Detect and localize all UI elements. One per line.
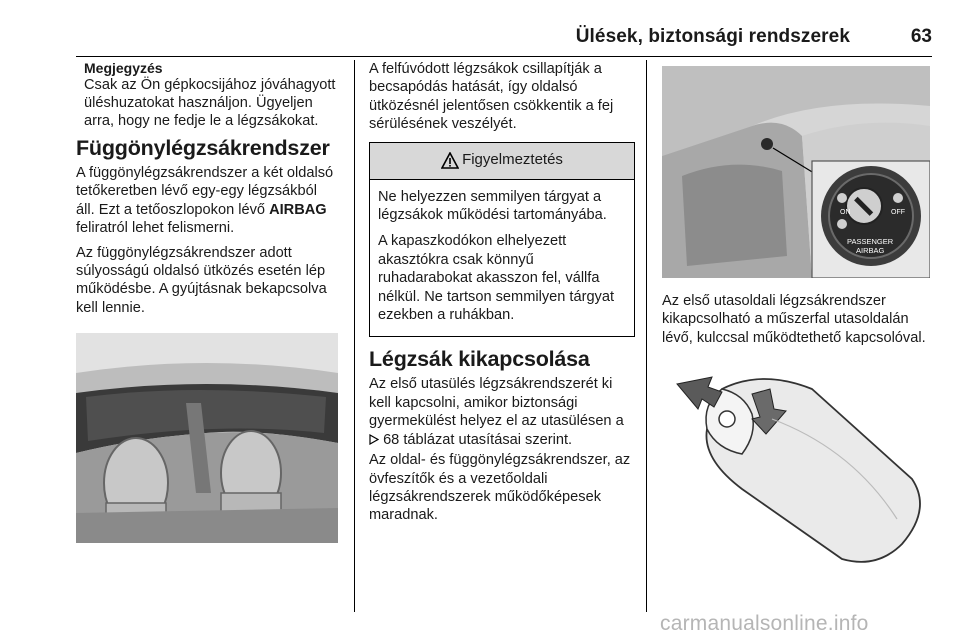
car-interior-image — [76, 333, 338, 543]
remaining-systems-paragraph: Az oldal- és függönylégzsákrendszer, az övfeszítők és a vezetőoldali légzsákrendszerek működőképesek maradnak. — [369, 452, 631, 524]
column-middle — [369, 60, 635, 531]
curtain-airbag-paragraph — [76, 164, 338, 238]
text-run: feliratról lehet felismerni. — [76, 220, 235, 237]
column-divider — [646, 60, 647, 612]
curtain-airbag-activation-paragraph: Az függönylégzsákrendszer adott súlyosságú oldalsó ütközés esetén lép működésbe. A gyújtásnak bekapcsolva kell lennie. — [76, 244, 327, 316]
deactivation-paragraph — [369, 375, 635, 449]
cross-reference-arrow-icon — [369, 434, 379, 445]
switch-off-label: OFF — [891, 209, 905, 216]
page-number: 63 — [910, 26, 932, 47]
column-right — [662, 60, 930, 589]
warning-body — [370, 180, 634, 337]
section-title-airbag-deactivation: Légzsák kikapcsolása — [369, 347, 590, 372]
text-run: A függönylégzsákrendszer a két oldalsó tetőkeretben lévő egy-egy légzsákból áll. Ezt a tetőoszlopokon lévő — [76, 165, 334, 218]
warning-paragraph: A kapaszkodókon elhelyezett akasztókra csak könnyű ruhadarabokat akasszon fel, vállfa nélkül. Ne tartson semmilyen tárgyat ezekben a ruhákban. — [378, 233, 615, 324]
warning-box — [369, 142, 635, 338]
section-title-curtain-airbag: Függönylégzsákrendszer — [76, 136, 330, 160]
switch-caption: Az első utasoldali légzsákrendszer kikapcsolható a műszerfal utasoldalán lévő, kulccsal működtethető kapcsolóval. — [662, 293, 926, 346]
vehicle-key-image — [662, 359, 930, 589]
page-reference[interactable]: 68 — [383, 431, 400, 448]
watermark: carmanualsonline.info — [660, 612, 869, 635]
key-illustration — [662, 359, 930, 589]
page-header — [76, 0, 932, 57]
inflated-airbag-paragraph: A felfúvódott légzsákok csillapítják a becsapódás hatását, így oldalsó ütközésnél jelentősen csökkentik a fej sérülésének veszélyét. — [369, 61, 614, 133]
text-run: táblázat utasításai szerint. — [399, 431, 573, 448]
text-run: Az első utasülés légzsákrendszerét ki kell kapcsolni, amikor biztonsági gyermekülést helyez el az utasülésen a — [369, 376, 624, 430]
curtain-airbag-illustration — [76, 333, 338, 543]
column-divider — [354, 60, 355, 612]
warning-paragraph: Ne helyezzen semmilyen tárgyat a légzsákok működési tartományába. — [378, 188, 607, 224]
switch-on-label: ON — [840, 209, 851, 216]
column-left — [76, 60, 338, 543]
warning-triangle-icon — [441, 152, 459, 169]
warning-title: Figyelmeztetés — [462, 151, 563, 169]
note-title: Megjegyzés — [84, 60, 163, 76]
chapter-title: Ülések, biztonsági rendszerek — [575, 26, 850, 47]
passenger-airbag-switch-image — [662, 66, 930, 278]
dashboard-switch-illustration — [662, 66, 930, 278]
warning-header — [370, 143, 634, 180]
switch-label-line1: PASSENGER — [847, 237, 894, 246]
switch-label-line2: AIRBAG — [856, 246, 885, 255]
note-body: Csak az Ön gépkocsijához jóváhagyott üléshuzatokat használjon. Ügyeljen arra, hogy ne fedje le a légzsákokat. — [84, 77, 336, 129]
note-block — [76, 60, 338, 130]
airbag-label: AIRBAG — [269, 201, 327, 218]
